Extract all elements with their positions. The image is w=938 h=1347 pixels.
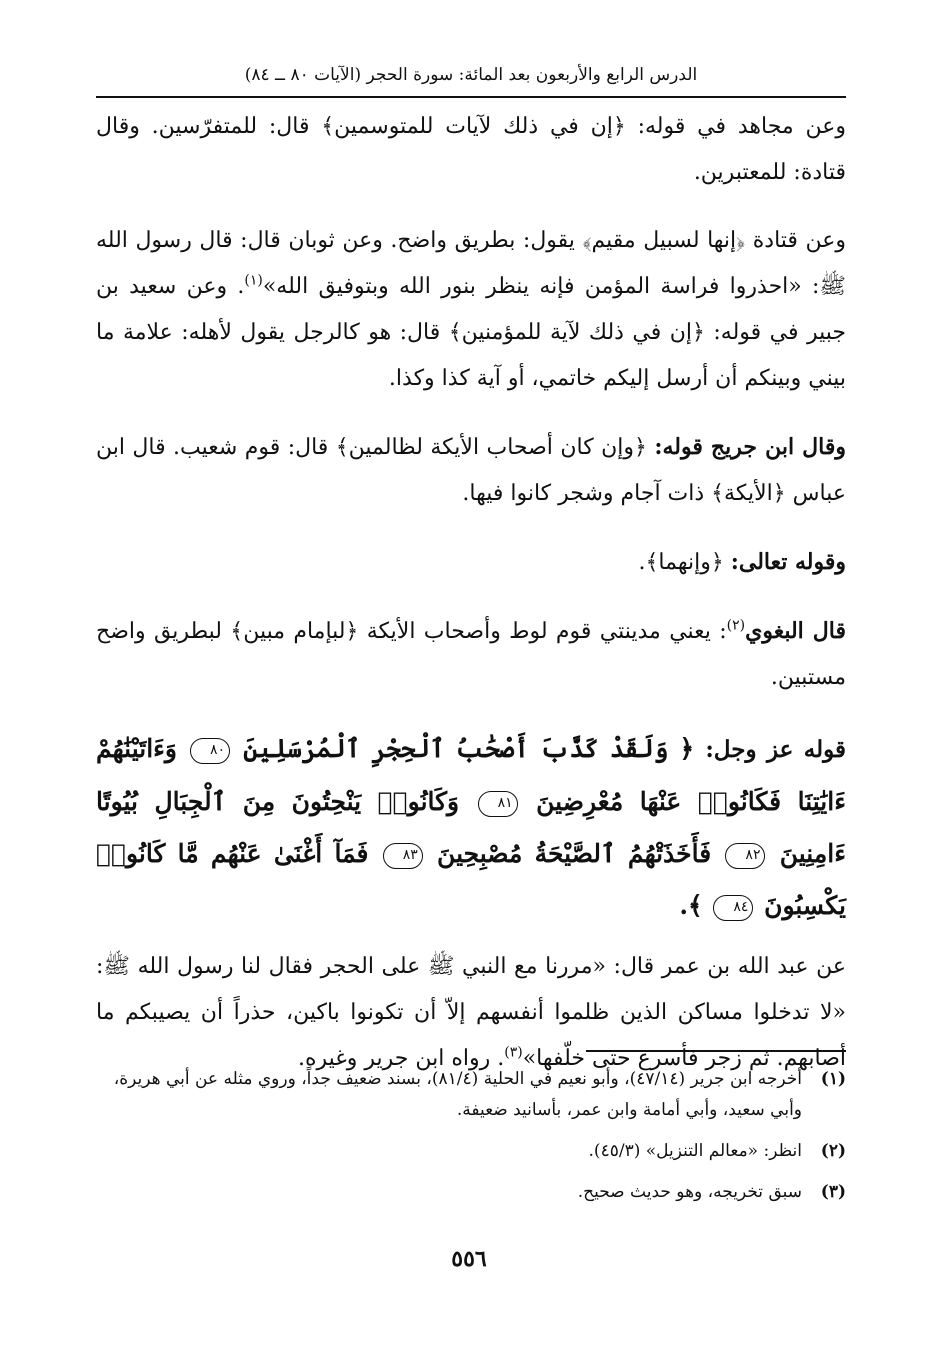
paragraph-wa-innahuma (96, 539, 846, 586)
verse-end: ﴾. (679, 891, 703, 920)
footnote (96, 1064, 846, 1126)
paragraph-lead: قال البغوي (745, 618, 846, 644)
header-title: الدرس الرابع والأربعون بعد المائة: سورة الحجر (الآيات ٨٠ ــ ٨٤) (244, 65, 698, 85)
quran-verse-block (96, 723, 846, 932)
page-number: ٥٥٦ (451, 1246, 487, 1272)
paragraph-text: وعن مجاهد في قوله: ﴿إن في ذلك لآيات للمتوسمين﴾ قال: للمتفرّسين. وقال قتادة: للمعتبرين. (96, 114, 846, 185)
paragraph-ibn-jurayj (96, 424, 846, 517)
footnote-number: (٣) (820, 1182, 846, 1202)
footnote (96, 1136, 846, 1167)
verse-text: فَمَآ أَغْنَىٰ عَنْهُم مَّا كَانُوا۟ يَكْسِبُونَ (96, 839, 846, 920)
footnote (96, 1177, 846, 1208)
ayah-number-marker: ٨٣ (383, 843, 423, 869)
footnote-text: سبق تخريجه، وهو حديث صحيح. (577, 1182, 802, 1202)
verse-text: فَأَخَذَتْهُمُ ٱلصَّيْحَةُ مُصْبِحِينَ (437, 839, 712, 868)
paragraph-text: وعن قتادة ﴿إنها لسبيل مقيم﴾ يقول: بطريق واضح. وعن ثوبان قال: قال رسول الله ﷺ: «احذروا فراسة المؤمن فإنه ينظر بنور الله وبتوفيق الله» (96, 228, 846, 299)
footnote-ref-3[interactable]: (٣) (504, 1044, 523, 1061)
paragraph-mujahid (96, 104, 846, 196)
footnote-number: (١) (820, 1069, 846, 1089)
footnotes (96, 1064, 846, 1218)
verse-label: قوله عز وجل: (705, 736, 846, 763)
ayah-number-marker: ٨٤ (713, 895, 753, 921)
paragraph-baghawi (96, 608, 846, 701)
paragraph-ibn-umar (96, 944, 846, 1082)
footnote-separator (586, 1050, 846, 1052)
footnote-text: انظر: «معالم التنزيل» (٤٥/٣). (588, 1141, 802, 1161)
ayah-number-marker: ٨٠ (190, 738, 230, 764)
paragraph-text: : يعني مدينتي قوم لوط وأصحاب الأيكة ﴿لبإمام مبين﴾ لبطريق واضح مستبين. (96, 619, 846, 690)
paragraph-text: . رواه ابن جرير وغيره. (297, 1046, 505, 1071)
main-text (96, 104, 846, 1082)
footnote-ref-1[interactable]: (١) (244, 272, 263, 289)
verse-text: وَكَانُوا۟ يَنْحِتُونَ مِنَ ٱلْجِبَالِ بُيُوتًا ءَامِنِينَ (96, 787, 846, 868)
ayah-number-marker: ٨١ (478, 791, 518, 817)
paragraph-lead: وقال ابن جريج قوله: (654, 434, 846, 460)
footnote-text: أخرجه ابن جرير (٤٧/١٤)، وأبو نعيم في الحلية (٨١/٤)، بسند ضعيف جداً، وروي مثله عن أبي هريرة، وأبي سعيد، وأبي أمامة وابن عمر، بأسانيد ضعيفة. (113, 1069, 802, 1120)
verse-text: وَءَاتَيْنَٰهُمْ ءَايَٰتِنَا فَكَانُوا۟ عَنْهَا مُعْرِضِينَ (96, 734, 846, 816)
paragraph-text: . وعن سعيد بن جبير في قوله: ﴿إن في ذلك لآية للمؤمنين﴾ قال: هو كالرجل يقول لأهله: علامة ما بيني وبينكم أن أرسل إليكم خاتمي، أو آية كذا وكذا. (96, 274, 846, 391)
paragraph-qatada (96, 218, 846, 402)
running-header (96, 58, 846, 98)
ayah-number-marker: ٨٢ (725, 843, 765, 869)
footnote-ref-2[interactable]: (٢) (726, 617, 746, 634)
footnote-number: (٢) (820, 1141, 846, 1161)
verse-text: ﴿ وَلَقَدْ كَذَّبَ أَصْحَٰبُ ٱلْحِجْرِ ٱلْمُرْسَلِينَ (243, 734, 695, 763)
paragraph-text: عن عبد الله بن عمر قال: «مررنا مع النبي ﷺ على الحجر فقال لنا رسول الله ﷺ: «لا تدخلوا مساكن الذين ظلموا أنفسهم إلاّ أن تكونوا باكين، حذراً أن يصيبكم ما أصابهم. ثم زجر فأسرع حتى خلّفها» (96, 954, 846, 1071)
paragraph-text: ﴿وإنهما﴾. (638, 550, 731, 575)
paragraph-text: ﴿وإن كان أصحاب الأيكة لظالمين﴾ قال: قوم شعيب. قال ابن عباس ﴿الأيكة﴾ ذات آجام وشجر كانوا فيها. (96, 435, 846, 506)
paragraph-lead: وقوله تعالى: (730, 549, 846, 575)
